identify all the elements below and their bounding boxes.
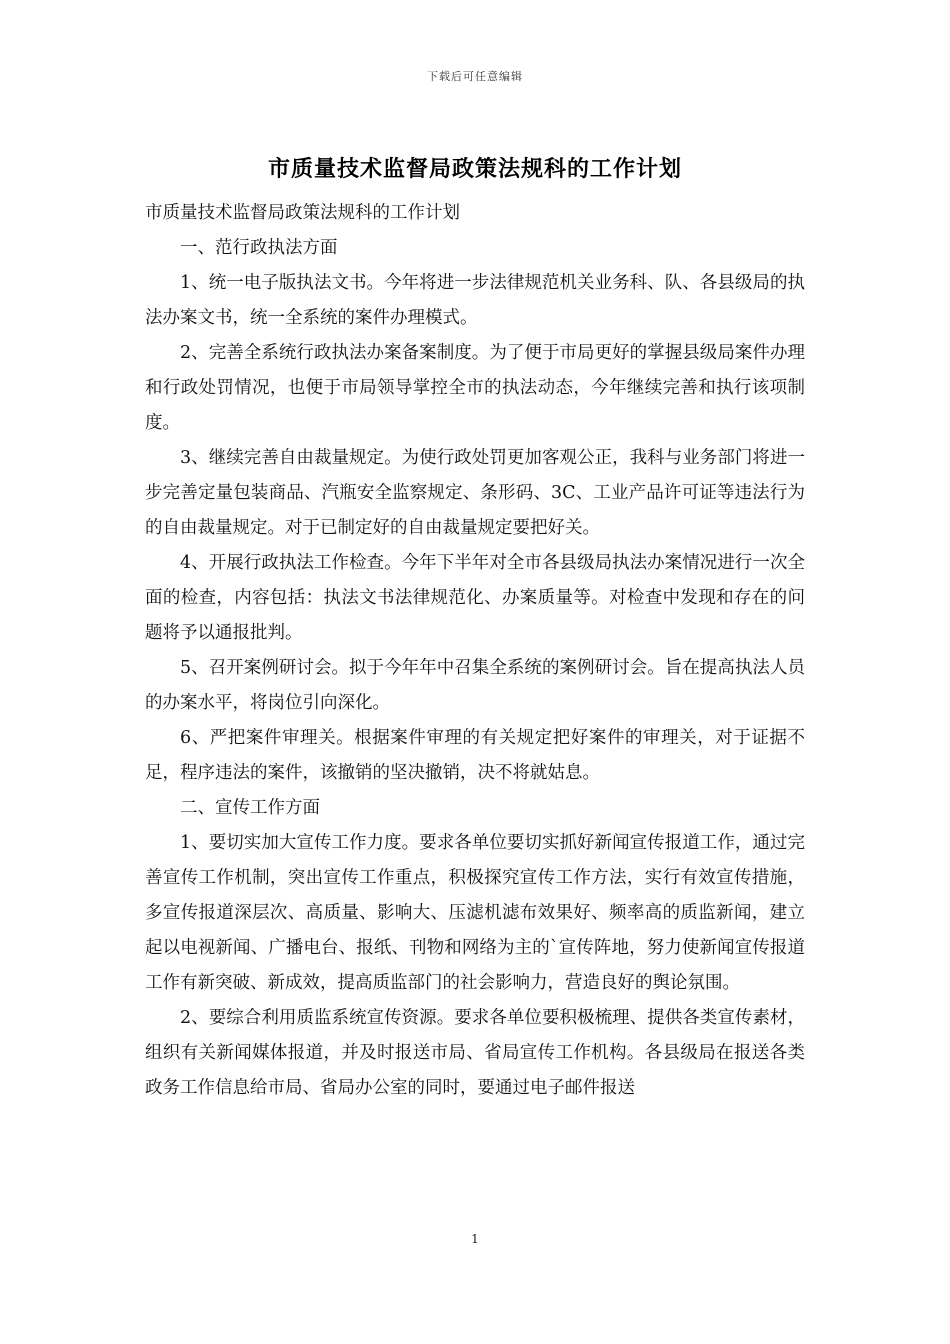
header-note: 下载后可任意编辑 xyxy=(427,70,523,83)
paragraph: 1、统一电子版执法文书。今年将进一步法律规范机关业务科、队、各县级局的执法办案文书，统一全系统的案件办理模式。 xyxy=(145,273,805,328)
paragraph: 2、完善全系统行政执法办案备案制度。为了便于市局更好的掌握县级局案件办理和行政处罚情况，也便于市局领导掌控全市的执法动态，今年继续完善和执行该项制度。 xyxy=(145,343,805,433)
document-subtitle: 市质量技术监督局政策法规科的工作计划 xyxy=(145,203,460,223)
section-heading: 一、范行政执法方面 xyxy=(180,238,338,258)
document-title: 市质量技术监督局政策法规科的工作计划 xyxy=(267,156,682,182)
paragraph: 1、要切实加大宣传工作力度。要求各单位要切实抓好新闻宣传报道工作，通过完善宣传工作机制，突出宣传工作重点，积极探究宣传工作方法，实行有效宣传措施，多宣传报道深层次、高质量、影响大、压滤机滤布效果好、频率高的质监新闻，建立起以电视新闻、广播电台、报纸、刊物和网络为主的`宣传阵地，努力使新闻宣传报道工作有新突破、新成效，提高质监部门的社会影响力，营造良好的舆论氛围。 xyxy=(145,833,805,993)
page-number: 1 xyxy=(471,1232,479,1246)
paragraph: 5、召开案例研讨会。拟于今年年中召集全系统的案例研讨会。旨在提高执法人员的办案水平，将岗位引向深化。 xyxy=(145,658,805,713)
section-heading: 二、宣传工作方面 xyxy=(180,798,320,818)
paragraph: 2、要综合利用质监系统宣传资源。要求各单位要积极梳理、提供各类宣传素材，组织有关新闻媒体报道，并及时报送市局、省局宣传工作机构。各县级局在报送各类政务工作信息给市局、省局办公室的同时，要通过电子邮件报送 xyxy=(145,1008,805,1098)
document-body xyxy=(145,196,805,1106)
paragraph: 6、严把案件审理关。根据案件审理的有关规定把好案件的审理关，对于证据不足，程序违法的案件，该撤销的坚决撤销，决不将就姑息。 xyxy=(145,728,805,783)
paragraph: 3、继续完善自由裁量规定。为使行政处罚更加客观公正，我科与业务部门将进一步完善定量包装商品、汽瓶安全监察规定、条形码、3C、工业产品许可证等违法行为的自由裁量规定。对于已制定好的自由裁量规定要把好关。 xyxy=(145,448,805,538)
paragraph: 4、开展行政执法工作检查。今年下半年对全市各县级局执法办案情况进行一次全面的检查，内容包括：执法文书法律规范化、办案质量等。对检查中发现和存在的问题将予以通报批判。 xyxy=(145,553,805,643)
